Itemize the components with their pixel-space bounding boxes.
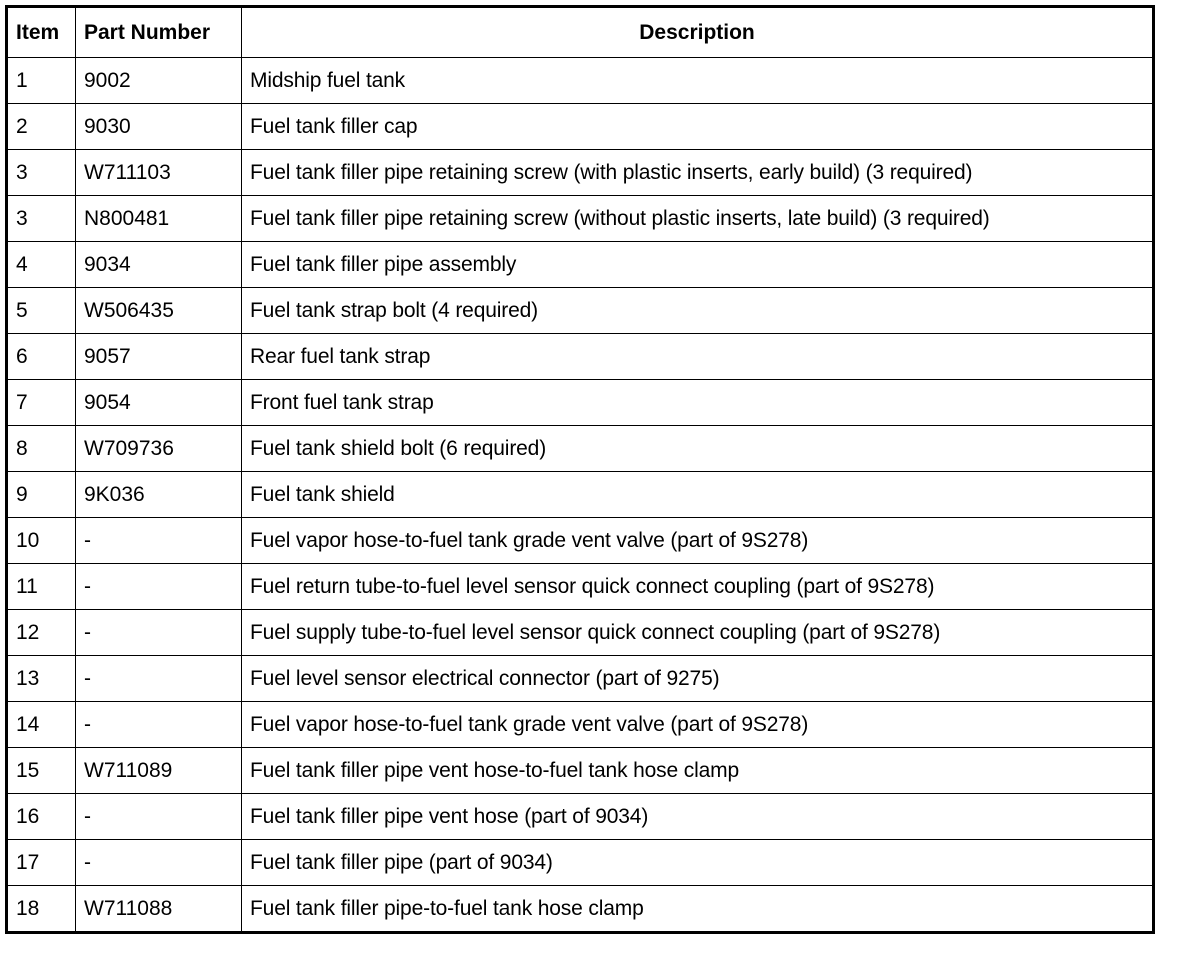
cell-item: 6 (7, 334, 76, 380)
table-row (7, 886, 1154, 933)
cell-part-number: - (76, 702, 242, 748)
cell-item: 8 (7, 426, 76, 472)
cell-item: 13 (7, 656, 76, 702)
cell-part-number: - (76, 610, 242, 656)
cell-item: 5 (7, 288, 76, 334)
cell-part-number: W506435 (76, 288, 242, 334)
cell-part-number: 9030 (76, 104, 242, 150)
cell-part-number: 9034 (76, 242, 242, 288)
cell-part-number: - (76, 564, 242, 610)
cell-item: 9 (7, 472, 76, 518)
header-description: Description (242, 7, 1154, 58)
table-row (7, 288, 1154, 334)
header-item: Item (7, 7, 76, 58)
cell-item: 14 (7, 702, 76, 748)
table-body (7, 58, 1154, 933)
cell-item: 3 (7, 196, 76, 242)
cell-part-number: 9002 (76, 58, 242, 104)
table-row (7, 104, 1154, 150)
cell-item: 4 (7, 242, 76, 288)
table-row (7, 58, 1154, 104)
table-row (7, 472, 1154, 518)
cell-item: 7 (7, 380, 76, 426)
table-row (7, 518, 1154, 564)
table-row (7, 334, 1154, 380)
cell-description: Fuel tank filler pipe (part of 9034) (242, 840, 1154, 886)
cell-item: 2 (7, 104, 76, 150)
cell-item: 16 (7, 794, 76, 840)
cell-description: Fuel tank shield (242, 472, 1154, 518)
cell-part-number: W711103 (76, 150, 242, 196)
cell-description: Fuel tank strap bolt (4 required) (242, 288, 1154, 334)
cell-description: Fuel tank filler pipe retaining screw (without plastic inserts, late build) (3 required) (242, 196, 1154, 242)
cell-part-number: 9057 (76, 334, 242, 380)
table-row (7, 748, 1154, 794)
cell-part-number: - (76, 794, 242, 840)
cell-part-number: - (76, 656, 242, 702)
cell-description: Fuel level sensor electrical connector (part of 9275) (242, 656, 1154, 702)
cell-item: 10 (7, 518, 76, 564)
cell-description: Fuel tank filler pipe vent hose-to-fuel tank hose clamp (242, 748, 1154, 794)
cell-part-number: N800481 (76, 196, 242, 242)
header-part-number: Part Number (76, 7, 242, 58)
table-row (7, 702, 1154, 748)
table-row (7, 196, 1154, 242)
cell-item: 12 (7, 610, 76, 656)
cell-item: 1 (7, 58, 76, 104)
cell-description: Rear fuel tank strap (242, 334, 1154, 380)
cell-part-number: W711089 (76, 748, 242, 794)
table-row (7, 656, 1154, 702)
cell-part-number: - (76, 518, 242, 564)
cell-part-number: 9K036 (76, 472, 242, 518)
cell-part-number: 9054 (76, 380, 242, 426)
cell-description: Fuel vapor hose-to-fuel tank grade vent valve (part of 9S278) (242, 518, 1154, 564)
table-row (7, 426, 1154, 472)
cell-description: Fuel tank filler pipe-to-fuel tank hose clamp (242, 886, 1154, 933)
cell-description: Midship fuel tank (242, 58, 1154, 104)
cell-item: 3 (7, 150, 76, 196)
table-header (7, 7, 1154, 58)
cell-description: Fuel vapor hose-to-fuel tank grade vent valve (part of 9S278) (242, 702, 1154, 748)
cell-part-number: - (76, 840, 242, 886)
table-row (7, 564, 1154, 610)
cell-item: 11 (7, 564, 76, 610)
cell-part-number: W711088 (76, 886, 242, 933)
table-row (7, 242, 1154, 288)
cell-item: 15 (7, 748, 76, 794)
cell-description: Fuel supply tube-to-fuel level sensor quick connect coupling (part of 9S278) (242, 610, 1154, 656)
cell-description: Front fuel tank strap (242, 380, 1154, 426)
cell-description: Fuel tank filler cap (242, 104, 1154, 150)
header-row (7, 7, 1154, 58)
table-row (7, 610, 1154, 656)
cell-description: Fuel tank filler pipe retaining screw (with plastic inserts, early build) (3 required) (242, 150, 1154, 196)
cell-description: Fuel tank filler pipe vent hose (part of 9034) (242, 794, 1154, 840)
cell-description: Fuel tank shield bolt (6 required) (242, 426, 1154, 472)
cell-part-number: W709736 (76, 426, 242, 472)
table-row (7, 150, 1154, 196)
table-row (7, 380, 1154, 426)
parts-table (5, 5, 1155, 934)
cell-description: Fuel tank filler pipe assembly (242, 242, 1154, 288)
cell-description: Fuel return tube-to-fuel level sensor quick connect coupling (part of 9S278) (242, 564, 1154, 610)
table-row (7, 840, 1154, 886)
cell-item: 17 (7, 840, 76, 886)
cell-item: 18 (7, 886, 76, 933)
table-row (7, 794, 1154, 840)
